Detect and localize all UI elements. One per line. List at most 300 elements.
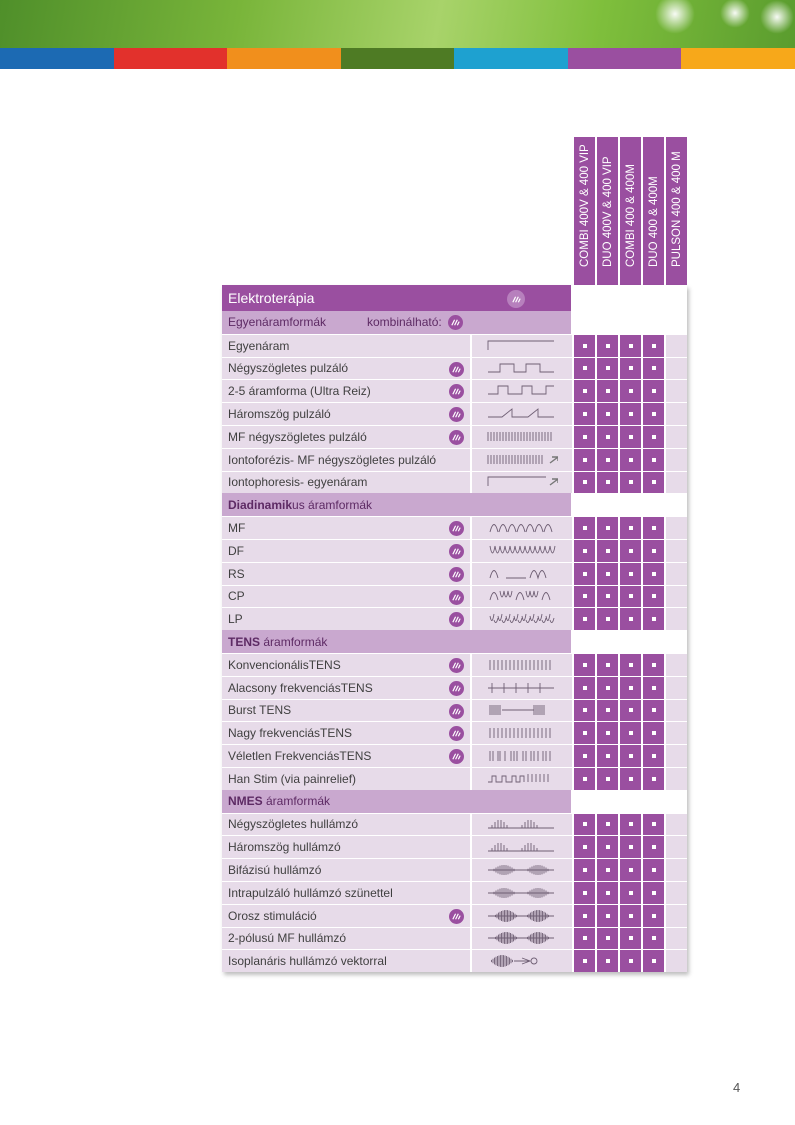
available-cell [620, 403, 641, 425]
current-form-label: CP [228, 589, 245, 604]
current-form-name [222, 586, 470, 608]
column-header [620, 137, 641, 285]
table-row [222, 949, 687, 972]
table-row [222, 676, 687, 699]
available-marker [652, 868, 656, 872]
available-cell [620, 426, 641, 448]
table-title-row [222, 285, 687, 311]
current-form-label: Bifázisú hullámzó [228, 863, 322, 878]
available-marker [583, 891, 587, 895]
waveform-diagram [486, 677, 558, 699]
available-marker [606, 686, 610, 690]
available-marker [606, 389, 610, 393]
available-marker [606, 936, 610, 940]
current-form-name [222, 335, 470, 357]
available-marker [629, 344, 633, 348]
available-cell [574, 335, 595, 357]
current-form-name [222, 426, 470, 448]
current-form-label: Nagy frekvenciásTENS [228, 726, 353, 741]
available-cell [643, 449, 664, 471]
available-marker [583, 822, 587, 826]
available-marker [652, 777, 656, 781]
available-cell [643, 882, 664, 904]
current-form-label: 2-pólusú MF hullámzó [228, 931, 347, 946]
section-title-text: us áramformák [292, 497, 373, 512]
column-header-label: PULSON 400 & 400 M [670, 151, 683, 267]
table-row [222, 699, 687, 722]
unavailable-cell [666, 517, 687, 539]
available-marker [652, 344, 656, 348]
current-form-label: 2-5 áramforma (Ultra Reiz) [228, 384, 371, 399]
available-marker [606, 526, 610, 530]
column-header [666, 137, 687, 285]
available-marker [652, 594, 656, 598]
table-row [222, 516, 687, 539]
waveform-cell [470, 449, 572, 471]
available-marker [583, 936, 587, 940]
available-cell [597, 586, 618, 608]
unavailable-cell [666, 859, 687, 881]
waveform-diagram [486, 471, 558, 493]
waveform-cell [470, 905, 572, 927]
available-marker [583, 594, 587, 598]
available-marker [629, 891, 633, 895]
waveform-diagram [486, 699, 558, 721]
empty-cell [619, 311, 640, 334]
banner-glow [760, 0, 794, 34]
available-marker [606, 435, 610, 439]
waveform-cell [470, 928, 572, 950]
combinable-icon [449, 521, 464, 536]
current-form-label: Iontoforézis- MF négyszögletes pulzáló [228, 452, 437, 467]
current-form-name [222, 814, 470, 836]
empty-cell [573, 311, 594, 334]
current-form-label: Isoplanáris hullámzó vektorral [228, 954, 387, 969]
available-marker [606, 594, 610, 598]
current-form-name [222, 654, 470, 676]
section-title [222, 311, 471, 334]
available-marker [629, 754, 633, 758]
waveform-cell [470, 722, 572, 744]
available-marker [606, 663, 610, 667]
available-cell [620, 472, 641, 494]
available-marker [629, 936, 633, 940]
waveform-diagram [486, 722, 558, 744]
unavailable-cell [666, 677, 687, 699]
banner-glow [720, 0, 750, 28]
waveform-diagram [486, 426, 558, 448]
current-form-name [222, 768, 470, 790]
available-cell [643, 859, 664, 881]
available-marker [629, 959, 633, 963]
unavailable-cell [666, 403, 687, 425]
available-marker [652, 617, 656, 621]
available-marker [583, 389, 587, 393]
combinable-icon [449, 407, 464, 422]
available-marker [652, 480, 656, 484]
available-cell [620, 722, 641, 744]
available-marker [606, 959, 610, 963]
available-marker [583, 617, 587, 621]
available-cell [574, 563, 595, 585]
available-cell [574, 540, 595, 562]
available-marker [652, 754, 656, 758]
table-row [222, 881, 687, 904]
empty-cell [642, 493, 663, 516]
waveform-diagram [486, 358, 558, 380]
unavailable-cell [666, 449, 687, 471]
current-form-label: Alacsony frekvenciásTENS [228, 680, 373, 695]
unavailable-cell [666, 426, 687, 448]
unavailable-cell [666, 586, 687, 608]
unavailable-cell [666, 700, 687, 722]
current-form-label: LP [228, 612, 243, 627]
available-cell [643, 950, 664, 972]
table-row [222, 607, 687, 630]
waveform-cell [470, 700, 572, 722]
section-spacer [471, 493, 571, 516]
section-spacer [471, 790, 571, 813]
current-form-name [222, 950, 470, 972]
combinable-icon [449, 704, 464, 719]
table-row [222, 334, 687, 357]
unavailable-cell [666, 358, 687, 380]
available-cell [574, 745, 595, 767]
available-cell [620, 586, 641, 608]
available-marker [652, 936, 656, 940]
waveform-diagram [486, 927, 558, 949]
current-form-name [222, 882, 470, 904]
available-cell [574, 814, 595, 836]
available-marker [652, 845, 656, 849]
available-marker [606, 891, 610, 895]
waveform-cell [470, 586, 572, 608]
available-cell [620, 677, 641, 699]
waveform-cell [470, 745, 572, 767]
available-marker [652, 731, 656, 735]
waveform-diagram [486, 654, 558, 676]
current-form-name [222, 472, 470, 494]
table-row [222, 767, 687, 790]
available-marker [606, 708, 610, 712]
empty-cell [619, 790, 640, 813]
available-marker [606, 914, 610, 918]
waveform-diagram [486, 813, 558, 835]
available-marker [583, 458, 587, 462]
available-cell [574, 905, 595, 927]
combinable-icon [449, 590, 464, 605]
available-marker [583, 572, 587, 576]
section-title [222, 493, 471, 516]
available-cell [597, 563, 618, 585]
available-cell [620, 745, 641, 767]
unavailable-cell [666, 540, 687, 562]
table-row [222, 448, 687, 471]
empty-cell [642, 630, 663, 653]
waveform-cell [470, 335, 572, 357]
waveform-cell [470, 472, 572, 494]
available-cell [597, 700, 618, 722]
available-cell [643, 358, 664, 380]
waveform-diagram [486, 745, 558, 767]
waveform-diagram [486, 859, 558, 881]
available-marker [629, 777, 633, 781]
available-cell [643, 586, 664, 608]
title-icon-cell [471, 285, 571, 311]
combinable-icon [449, 430, 464, 445]
available-cell [597, 768, 618, 790]
combinable-icon [449, 658, 464, 673]
available-cell [643, 380, 664, 402]
current-form-label: Han Stim (via painrelief) [228, 771, 357, 786]
available-marker [629, 914, 633, 918]
combinable-icon [449, 362, 464, 377]
empty-cell [665, 285, 686, 311]
waveform-cell [470, 859, 572, 881]
available-cell [597, 905, 618, 927]
empty-cell [596, 790, 617, 813]
available-marker [606, 412, 610, 416]
waveform-cell [470, 836, 572, 858]
available-cell [643, 677, 664, 699]
table-row [222, 539, 687, 562]
empty-cell [596, 311, 617, 334]
current-form-name [222, 517, 470, 539]
available-cell [597, 380, 618, 402]
available-cell [620, 928, 641, 950]
available-marker [629, 549, 633, 553]
current-form-name [222, 905, 470, 927]
available-marker [652, 708, 656, 712]
available-cell [574, 859, 595, 881]
table-row [222, 585, 687, 608]
color-stripe [681, 48, 795, 69]
available-cell [643, 540, 664, 562]
available-cell [620, 768, 641, 790]
available-cell [574, 449, 595, 471]
available-marker [629, 412, 633, 416]
current-form-name [222, 608, 470, 630]
available-marker [583, 526, 587, 530]
available-cell [597, 677, 618, 699]
available-cell [597, 426, 618, 448]
available-cell [643, 472, 664, 494]
available-marker [606, 845, 610, 849]
waveform-cell [470, 608, 572, 630]
current-form-label: DF [228, 543, 244, 558]
section-title [222, 630, 471, 653]
available-cell [597, 472, 618, 494]
current-form-name [222, 449, 470, 471]
available-cell [643, 335, 664, 357]
available-marker [583, 868, 587, 872]
unavailable-cell [666, 814, 687, 836]
current-form-label: Háromszög pulzáló [228, 407, 331, 422]
available-cell [643, 517, 664, 539]
available-marker [652, 412, 656, 416]
banner-glow [655, 0, 695, 34]
current-form-label: Iontophoresis- egyenáram [228, 475, 368, 490]
table-row [222, 653, 687, 676]
waveform-diagram [486, 882, 558, 904]
combinable-icon [449, 681, 464, 696]
combinable-icon [448, 315, 463, 330]
available-cell [597, 836, 618, 858]
empty-cell [573, 790, 594, 813]
combinable-icon [449, 749, 464, 764]
waveform-cell [470, 677, 572, 699]
current-form-name [222, 540, 470, 562]
empty-cell [596, 285, 617, 311]
available-marker [629, 845, 633, 849]
available-marker [652, 686, 656, 690]
available-marker [583, 344, 587, 348]
available-marker [583, 754, 587, 758]
available-cell [574, 700, 595, 722]
current-form-label: Intrapulzáló hullámzó szünettel [228, 885, 393, 900]
available-marker [652, 389, 656, 393]
available-marker [652, 526, 656, 530]
available-marker [652, 891, 656, 895]
waveform-diagram [486, 540, 558, 562]
available-cell [574, 403, 595, 425]
available-marker [652, 435, 656, 439]
available-cell [620, 335, 641, 357]
unavailable-cell [666, 722, 687, 744]
available-cell [574, 472, 595, 494]
color-stripes [0, 48, 795, 69]
available-cell [643, 403, 664, 425]
available-marker [652, 822, 656, 826]
available-cell [620, 836, 641, 858]
available-marker [629, 686, 633, 690]
table-title: Elektroterápia [222, 285, 471, 311]
combinable-legend: kombinálható: [367, 315, 442, 330]
section-header-row [222, 311, 687, 334]
available-cell [620, 882, 641, 904]
available-marker [629, 572, 633, 576]
table-row [222, 379, 687, 402]
waveform-cell [470, 403, 572, 425]
available-marker [629, 617, 633, 621]
combinable-icon [449, 909, 464, 924]
section-spacer [471, 311, 571, 334]
column-header-label: DUO 400V & 400 VIP [601, 156, 614, 267]
available-marker [606, 458, 610, 462]
table-row [222, 927, 687, 950]
available-marker [583, 549, 587, 553]
combinable-icon [449, 612, 464, 627]
table-row [222, 744, 687, 767]
empty-cell [642, 311, 663, 334]
available-marker [629, 435, 633, 439]
available-cell [643, 654, 664, 676]
waveform-cell [470, 540, 572, 562]
empty-cell [642, 285, 663, 311]
column-header [574, 137, 595, 285]
waveform-diagram [486, 563, 558, 585]
available-cell [620, 540, 641, 562]
section-title-bold: NMES [228, 794, 263, 809]
available-cell [597, 814, 618, 836]
waveform-cell [470, 950, 572, 972]
available-cell [620, 358, 641, 380]
available-marker [606, 344, 610, 348]
current-form-label: MF [228, 521, 246, 536]
available-marker [652, 914, 656, 918]
section-title [222, 790, 471, 813]
available-cell [643, 768, 664, 790]
current-form-label: Burst TENS [228, 703, 292, 718]
color-stripe [454, 48, 568, 69]
available-marker [606, 617, 610, 621]
available-marker [606, 480, 610, 484]
unavailable-cell [666, 950, 687, 972]
waveform-cell [470, 563, 572, 585]
current-form-label: RS [228, 566, 245, 581]
empty-cell [619, 630, 640, 653]
unavailable-cell [666, 745, 687, 767]
available-marker [606, 777, 610, 781]
empty-cell [665, 790, 686, 813]
table-row [222, 357, 687, 380]
available-cell [643, 905, 664, 927]
available-marker [652, 663, 656, 667]
available-cell [643, 608, 664, 630]
available-cell [597, 654, 618, 676]
available-cell [574, 677, 595, 699]
available-marker [606, 868, 610, 872]
waveform-cell [470, 768, 572, 790]
section-title-bold: Diadinamik [228, 497, 293, 512]
column-header [597, 137, 618, 285]
table-row [222, 835, 687, 858]
waveform-diagram [486, 335, 558, 357]
section-title-bold: TENS [228, 634, 261, 649]
available-cell [643, 700, 664, 722]
available-marker [606, 572, 610, 576]
current-form-label: Háromszög hullámzó [228, 840, 341, 855]
table-row [222, 425, 687, 448]
current-form-label: MF négyszögletes pulzáló [228, 429, 367, 444]
available-marker [652, 366, 656, 370]
available-cell [597, 928, 618, 950]
available-marker [583, 708, 587, 712]
available-cell [643, 745, 664, 767]
waveform-diagram [486, 585, 558, 607]
empty-cell [642, 790, 663, 813]
available-cell [643, 563, 664, 585]
available-marker [629, 366, 633, 370]
waveform-diagram [486, 608, 558, 630]
current-form-label: KonvencionálisTENS [228, 657, 341, 672]
available-marker [629, 822, 633, 826]
available-marker [583, 663, 587, 667]
available-cell [574, 517, 595, 539]
table-row [222, 471, 687, 494]
empty-cell [619, 285, 640, 311]
current-form-name [222, 563, 470, 585]
unavailable-cell [666, 335, 687, 357]
available-marker [629, 731, 633, 735]
table-row [222, 813, 687, 836]
current-form-label: Orosz stimuláció [228, 908, 317, 923]
available-cell [574, 654, 595, 676]
unavailable-cell [666, 563, 687, 585]
available-cell [597, 358, 618, 380]
current-form-label: Egyenáram [228, 338, 290, 353]
available-marker [629, 389, 633, 393]
